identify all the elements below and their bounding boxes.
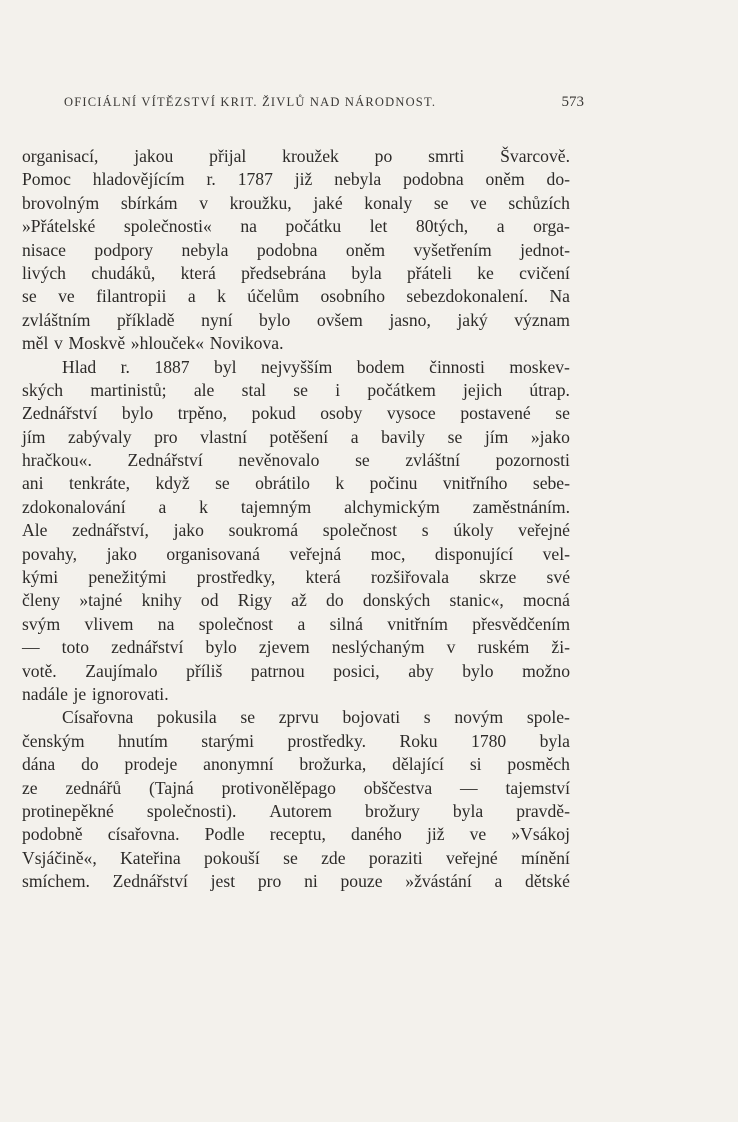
word: daného [351, 824, 402, 845]
word: pokouší [204, 847, 260, 868]
word: kroužku, [229, 192, 292, 213]
word: v [54, 333, 63, 354]
word: hladovějícím [92, 169, 185, 190]
word: pokud [251, 403, 296, 424]
word: Rigy [237, 590, 272, 611]
text-line [22, 660, 570, 683]
word: do [326, 590, 344, 611]
word: se [355, 450, 370, 471]
word: na [157, 613, 175, 634]
word: bojovati [342, 707, 401, 728]
word: r. [206, 169, 216, 190]
word: nevěnovalo [238, 450, 320, 471]
word: moskev- [509, 356, 570, 377]
word: dělající [392, 754, 444, 775]
word: organisovaná [166, 543, 260, 564]
word: postavené [460, 403, 531, 424]
text-line [22, 566, 570, 589]
word: organisací, [22, 146, 99, 166]
word: nebyla [181, 239, 229, 260]
word: a [297, 613, 306, 634]
word: starými [201, 730, 255, 751]
word: let [369, 216, 388, 237]
word: ve [470, 192, 487, 213]
word: ke [477, 262, 494, 283]
word: chudáků, [91, 262, 156, 283]
word: podobna [403, 169, 464, 190]
word: veřejná [289, 543, 342, 564]
word: donských [362, 590, 431, 611]
word: s [423, 707, 431, 728]
word: 80tých, [415, 216, 469, 237]
text-line [22, 870, 570, 893]
word: a [187, 286, 196, 307]
word: se [447, 426, 463, 447]
word: a [494, 871, 503, 892]
running-head: OFICIÁLNÍ VÍTĚZSTVÍ KRIT. ŽIVLŮ NAD NÁRODNOST. [64, 95, 437, 109]
word: význam [514, 309, 570, 330]
word: v [199, 192, 208, 213]
word: penežitými [88, 567, 167, 588]
word: alchymickým [344, 496, 440, 517]
word: zednářství [111, 637, 184, 658]
word: bylo [462, 660, 494, 681]
word: na [240, 216, 257, 237]
word: tajemství [505, 777, 570, 798]
word: bylo [205, 637, 237, 658]
word: přijal [209, 146, 247, 166]
word: vlivem [84, 613, 134, 634]
word: filantropii [96, 286, 167, 307]
word: po [374, 146, 393, 166]
word: oněm [485, 169, 525, 190]
word: zde [321, 847, 346, 868]
word: vyšetřením [413, 239, 492, 260]
word: ských [22, 379, 64, 400]
word: veřejné [445, 847, 498, 868]
word: jest [210, 871, 236, 892]
text-line [22, 613, 570, 636]
text-line [22, 449, 570, 472]
word: »hlouček« [130, 333, 205, 354]
word: přesvědčením [472, 613, 570, 634]
word: a [350, 426, 359, 447]
word: kroužek [282, 146, 339, 166]
word: ruském [477, 637, 530, 658]
word: poraziti [368, 847, 423, 868]
word: jaký [457, 309, 488, 330]
text-line [22, 777, 570, 800]
word: Novikova. [209, 333, 284, 354]
word: Na [549, 286, 570, 307]
word: Moskvě [68, 333, 126, 354]
word: martinistů; [90, 379, 167, 400]
word: Roku [399, 730, 438, 751]
text-line [22, 262, 570, 285]
word: brovolným [22, 192, 100, 213]
body-text [22, 145, 570, 894]
word: ignorovati. [91, 683, 169, 704]
word: se [433, 192, 449, 213]
word: livých [22, 262, 66, 283]
word: pravdě- [516, 800, 570, 821]
word: stal [241, 379, 267, 400]
word: k [199, 496, 208, 517]
word: vel- [542, 543, 570, 564]
word: pokusila [157, 707, 217, 728]
word: prostředky, [196, 567, 276, 588]
word: možno [522, 660, 570, 681]
word: »jako [530, 426, 570, 447]
word: zvláštní [405, 450, 461, 471]
word: »tajné [79, 590, 123, 611]
text-line [22, 356, 570, 379]
word: skrze [479, 567, 517, 588]
word: zvláštním [22, 309, 91, 330]
word: Zednářství [127, 450, 203, 471]
word: Kateřina [120, 847, 181, 868]
word: členy [22, 590, 61, 611]
word: a [496, 216, 505, 237]
word: činnosti [429, 356, 485, 377]
text-line [22, 285, 570, 308]
word: společnosti« [123, 216, 212, 237]
word: k [335, 473, 345, 494]
text-line [22, 215, 570, 238]
word: přáteli [406, 262, 452, 283]
word: 1780 [471, 730, 507, 751]
text-line [22, 519, 570, 542]
word: ovšem [316, 309, 363, 330]
word: jaké [313, 192, 343, 213]
word: patrnou [250, 660, 305, 681]
word: Švarcově. [500, 146, 570, 166]
word: vnitřním [387, 613, 448, 634]
word: knihy [141, 590, 182, 611]
word: nyní [201, 309, 233, 330]
word: osoby [320, 403, 363, 424]
word: povahy, [22, 543, 78, 564]
word: bylo [121, 403, 154, 424]
word: nisace [22, 239, 66, 260]
word: již [426, 824, 445, 845]
word: neslýchaným [331, 637, 425, 658]
word: zprvu [278, 707, 319, 728]
word: k [217, 286, 226, 307]
word: vysoce [386, 403, 436, 424]
word: konaly [364, 192, 413, 213]
word: a [158, 496, 167, 517]
word: své [546, 567, 570, 588]
word: brožury [365, 800, 420, 821]
word: sebe- [532, 473, 570, 494]
word: s [421, 520, 429, 541]
word: společnost [322, 520, 398, 541]
word: pro [154, 426, 178, 447]
word: ve [469, 824, 487, 845]
word: zednářů [65, 777, 122, 798]
word: od [200, 590, 219, 611]
word: ani [22, 473, 44, 494]
word: moc, [370, 543, 406, 564]
word: — [460, 777, 478, 798]
word: spole- [526, 707, 570, 728]
word: ze [22, 777, 38, 798]
word: společnost [198, 613, 274, 634]
word: se [293, 379, 308, 400]
word: zdokonalování [22, 496, 126, 517]
word: jednot- [520, 239, 570, 260]
text-line [22, 800, 570, 823]
word: si [469, 754, 482, 775]
word: Zaujímalo [85, 660, 158, 681]
text-line [22, 496, 570, 519]
text-line [22, 589, 570, 612]
word: stanic«, [449, 590, 504, 611]
text-line [22, 472, 570, 495]
word: oněm [345, 239, 386, 260]
word: počátkem [367, 379, 436, 400]
word: protivonělěpago [221, 777, 336, 798]
text-line [22, 426, 570, 449]
word: zabývaly [68, 426, 132, 447]
word: bavily [381, 426, 426, 447]
word: bylo [259, 309, 291, 330]
word: je [73, 683, 87, 704]
word: brožurka, [299, 754, 367, 775]
word: i [335, 379, 341, 400]
word: společnosti). [146, 800, 237, 821]
word: zjevem [258, 637, 310, 658]
word: Vsjáčině«, [22, 847, 97, 868]
word: podobně [22, 824, 83, 845]
word: se [283, 847, 298, 868]
word: vnitřního [442, 473, 508, 494]
word: vlastní [200, 426, 247, 447]
word: když [155, 473, 190, 494]
word: Ale [22, 520, 48, 541]
word: pouze [340, 871, 383, 892]
word: 1787 [237, 169, 273, 190]
text-line [22, 402, 570, 425]
word: do [81, 754, 99, 775]
text-line [22, 823, 570, 846]
word: cvičení [519, 262, 570, 283]
word: předsebrána [241, 262, 327, 283]
word: mocná [523, 590, 570, 611]
word: smrti [428, 146, 465, 166]
text-line [22, 730, 570, 753]
word: ni [304, 871, 318, 892]
word: 1887 [154, 356, 190, 377]
word: »Přátelské [22, 216, 96, 237]
word: mínění [521, 847, 570, 868]
word: jejich [463, 379, 503, 400]
word: aby [408, 660, 434, 681]
word: úkoly [453, 520, 494, 541]
word: pozornosti [495, 450, 570, 471]
word: ale [193, 379, 215, 400]
word: prostředky. [287, 730, 367, 751]
word: jako [173, 520, 204, 541]
word: již [294, 169, 313, 190]
word: jím [484, 426, 509, 447]
text-line [22, 145, 570, 168]
word: nejvyšším [260, 356, 333, 377]
word: ve [58, 286, 75, 307]
word: hnutím [117, 730, 168, 751]
word: »Vsákoj [511, 824, 570, 845]
word: nadále [22, 683, 68, 704]
text-line [22, 706, 570, 729]
word: disponující [434, 543, 514, 564]
text-line [22, 332, 570, 355]
word: podpory [94, 239, 154, 260]
text-line [22, 683, 570, 706]
word: zednářství, [72, 520, 149, 541]
word: anonymní [203, 754, 274, 775]
word: císařovna. [107, 824, 180, 845]
word: tajemným [240, 496, 312, 517]
page-header [64, 94, 584, 111]
word: protinepěkné [22, 800, 114, 821]
word: která [180, 262, 216, 283]
word: votě. [22, 660, 57, 681]
word: kými [22, 567, 59, 588]
word: pro [257, 871, 282, 892]
word: »žvástání [405, 871, 472, 892]
text-line [22, 192, 570, 215]
word: byla [539, 730, 570, 751]
text-line [22, 753, 570, 776]
word: počátku [285, 216, 342, 237]
word: obščestva [363, 777, 433, 798]
word: receptu, [269, 824, 326, 845]
word: Hlad [62, 356, 97, 377]
word: byl [214, 356, 237, 377]
word: dána [22, 754, 56, 775]
word: čenským [22, 730, 85, 751]
word: Podle [204, 824, 245, 845]
word: Zednářství [112, 871, 188, 892]
text-line [22, 847, 570, 870]
word: až [291, 590, 307, 611]
word: veřejné [518, 520, 570, 541]
word: příkladě [116, 309, 175, 330]
word: Císařovna [62, 707, 134, 728]
word: silná [329, 613, 363, 634]
word: sebezdokonalení. [406, 286, 529, 307]
word: — [22, 637, 40, 658]
word: svým [22, 613, 61, 634]
word: potěšení [269, 426, 329, 447]
word: prodeje [124, 754, 178, 775]
word: posici, [333, 660, 380, 681]
word: v [446, 637, 456, 658]
word: bodem [356, 356, 405, 377]
word: rozšiřovala [370, 567, 450, 588]
word: se [555, 403, 570, 424]
text-line [22, 636, 570, 659]
word: Zednářství [22, 403, 98, 424]
word: byla [351, 262, 382, 283]
text-line [22, 309, 570, 332]
word: útrap. [529, 379, 570, 400]
word: schůzích [508, 192, 570, 213]
word: účelům [247, 286, 300, 307]
word: příliš [186, 660, 223, 681]
text-line [22, 543, 570, 566]
word: se [22, 286, 37, 307]
word: toto [61, 637, 90, 658]
word: se [240, 707, 255, 728]
word: jím [22, 426, 46, 447]
word: hračkou«. [22, 450, 92, 471]
text-line [22, 379, 570, 402]
word: sbírkám [120, 192, 178, 213]
word: nebyla [334, 169, 382, 190]
text-line [22, 168, 570, 191]
word: obrátilo [255, 473, 310, 494]
word: orga- [533, 216, 570, 237]
word: Autorem [269, 800, 332, 821]
word: Pomoc [22, 169, 71, 190]
word: jasno, [389, 309, 431, 330]
word: (Tajná [149, 777, 194, 798]
page-number: 573 [561, 94, 584, 110]
text-line [22, 239, 570, 262]
word: jako [106, 543, 137, 564]
word: se [215, 473, 230, 494]
word: novým [454, 707, 504, 728]
word: která [305, 567, 341, 588]
word: podobna [256, 239, 318, 260]
word: do- [546, 169, 570, 190]
word: dětské [525, 871, 570, 892]
word: r. [120, 356, 130, 377]
word: smíchem. [22, 871, 90, 892]
word: tenkráte, [68, 473, 130, 494]
word: osobního [320, 286, 385, 307]
word: počinu [369, 473, 418, 494]
word: zaměstnáním. [472, 496, 570, 517]
word: byla [452, 800, 484, 821]
word: ži- [551, 637, 570, 658]
word: jakou [134, 146, 174, 166]
word: soukromá [228, 520, 298, 541]
word: posměch [507, 754, 570, 775]
word: měl [22, 333, 49, 354]
word: trpěno, [177, 403, 228, 424]
